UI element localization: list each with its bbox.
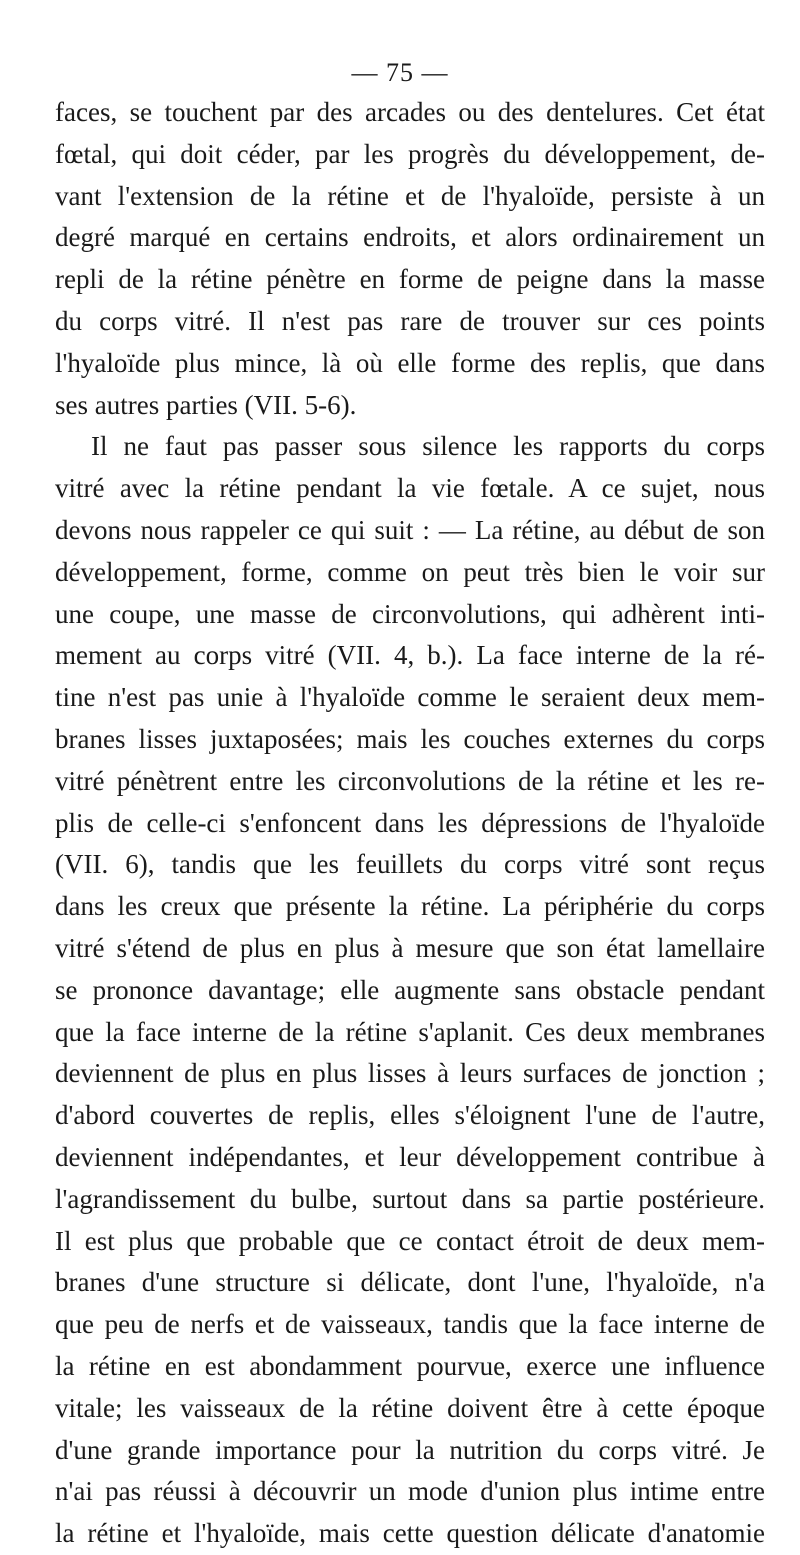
- text-line: du corps vitré. Il n'est pas rare de trouver sur ces points: [55, 305, 765, 336]
- text-line: (VII. 6), tandis que les feuillets du corps vitré sont reçus: [55, 849, 765, 880]
- text-line: vitré avec la rétine pendant la vie fœtale. A ce sujet, nous: [55, 473, 765, 504]
- text-line: plis de celle-ci s'enfoncent dans les dépressions de l'hyaloïde: [55, 807, 765, 838]
- text-line: la rétine et l'hyaloïde, mais cette question délicate d'anatomie: [55, 1518, 765, 1549]
- text-line: vitré s'étend de plus en plus à mesure que son état lamellaire: [55, 932, 765, 963]
- text-line: dans les creux que présente la rétine. La périphérie du corps: [55, 891, 765, 922]
- text-line: vitré pénètrent entre les circonvolutions de la rétine et les re-: [55, 765, 765, 796]
- text-line: développement, forme, comme on peut très bien le voir sur: [55, 556, 765, 587]
- text-line: n'ai pas réussi à découvrir un mode d'union plus intime entre: [55, 1476, 765, 1507]
- paragraph-end-line: ses autres parties (VII. 5-6).: [55, 389, 357, 420]
- text-line: faces, se touchent par des arcades ou des dentelures. Cet état: [55, 97, 765, 127]
- text-line: tine n'est pas unie à l'hyaloïde comme le seraient deux mem-: [55, 682, 765, 713]
- text-line: que la face interne de la rétine s'aplanit. Ces deux membranes: [55, 1016, 765, 1047]
- body-text: [55, 92, 765, 1555]
- text-line: repli de la rétine pénètre en forme de peigne dans la masse: [55, 264, 765, 295]
- text-line: deviennent indépendantes, et leur développement contribue à: [55, 1141, 765, 1172]
- text-line: branes lisses juxtaposées; mais les couches externes du corps: [55, 723, 765, 754]
- text-line: d'abord couvertes de replis, elles s'éloignent l'une de l'autre,: [55, 1100, 765, 1131]
- page-number: — 75 —: [351, 58, 449, 87]
- paragraph-start-line: Il ne faut pas passer sous silence les rapports du corps: [91, 431, 765, 462]
- text-line: mement au corps vitré (VII. 4, b.). La face interne de la ré-: [55, 640, 765, 671]
- text-line: que peu de nerfs et de vaisseaux, tandis que la face interne de: [55, 1309, 765, 1340]
- text-line: fœtal, qui doit céder, par les progrès du développement, de-: [55, 138, 765, 169]
- text-line: branes d'une structure si délicate, dont l'une, l'hyaloïde, n'a: [55, 1267, 765, 1298]
- text-line: l'hyaloïde plus mince, là où elle forme des replis, que dans: [55, 347, 765, 378]
- text-line: vant l'extension de la rétine et de l'hyaloïde, persiste à un: [55, 180, 765, 211]
- text-line: la rétine en est abondamment pourvue, exerce une influence: [55, 1350, 765, 1381]
- text-line: une coupe, une masse de circonvolutions, qui adhèrent inti-: [55, 598, 765, 629]
- text-line: se prononce davantage; elle augmente sans obstacle pendant: [55, 974, 765, 1005]
- text-line: devons nous rappeler ce qui suit : — La rétine, au début de son: [55, 514, 765, 545]
- text-line: vitale; les vaisseaux de la rétine doivent être à cette époque: [55, 1392, 765, 1423]
- text-line: l'agrandissement du bulbe, surtout dans sa partie postérieure.: [55, 1183, 765, 1214]
- text-line: d'une grande importance pour la nutrition du corps vitré. Je: [55, 1434, 765, 1465]
- text-line: deviennent de plus en plus lisses à leurs surfaces de jonction ;: [55, 1058, 765, 1089]
- text-line: Il est plus que probable que ce contact étroit de deux mem-: [55, 1225, 765, 1256]
- text-line: degré marqué en certains endroits, et alors ordinairement un: [55, 222, 765, 253]
